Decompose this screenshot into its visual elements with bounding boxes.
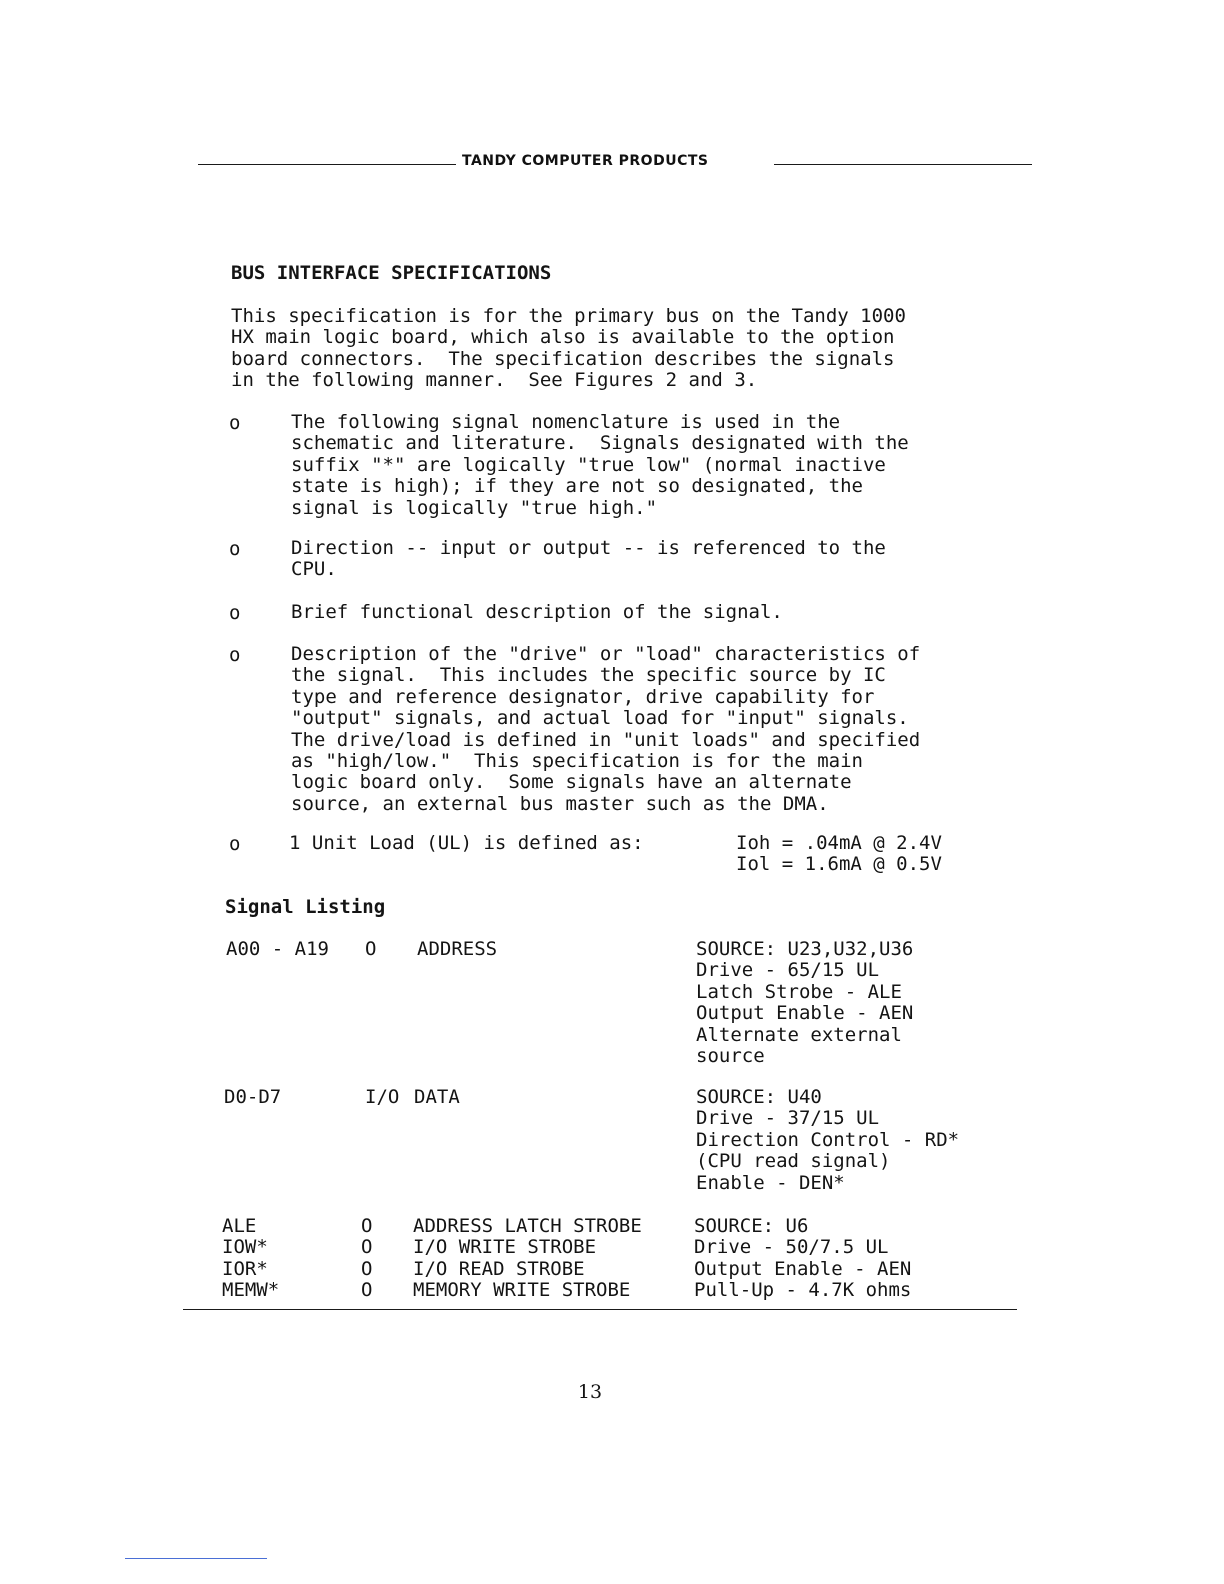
bullet-mark: o: [229, 602, 241, 624]
signal-description: DATA: [414, 1086, 460, 1108]
bottom-divider: [125, 1558, 267, 1559]
footer-rule: [183, 1309, 1017, 1310]
signal-details: SOURCE: U6 Drive - 50/7.5 UL Output Enable - AEN Pull-Up - 4.7K ohms: [694, 1215, 912, 1302]
bullet-mark: o: [229, 412, 241, 434]
unit-load-formula: Ioh = .04mA @ 2.4V Iol = 1.6mA @ 0.5V: [736, 832, 942, 876]
header-rule-left: [198, 164, 456, 165]
bullet-direction: Direction -- input or output -- is referenced to the CPU.: [291, 537, 886, 581]
signal-direction: O O O O: [361, 1215, 373, 1302]
signal-direction: I/O: [365, 1086, 400, 1108]
signal-names: ALE IOW* IOR* MEMW*: [222, 1215, 280, 1302]
bullet-drive-load: Description of the "drive" or "load" characteristics of the signal. This includes the specific source by IC type and reference designator, drive capability for "output" signals, and actual load for "input" signals. The drive/load is defined in "unit loads" and specified as "high/low." This specification is for the main logic board only. Some signals have an alternate source, an external bus master such as the DMA.: [291, 643, 921, 815]
signal-direction: O: [365, 938, 377, 960]
signal-listing-heading: Signal Listing: [225, 896, 386, 918]
bullet-mark: o: [229, 538, 241, 560]
page-title: BUS INTERFACE SPECIFICATIONS: [231, 262, 552, 284]
bullet-nomenclature: The following signal nomenclature is used in the schematic and literature. Signals designated with the suffix "*" are logically "true low" (normal inactive state is high); if they are not so designated, the signal is logically "true high.": [291, 411, 909, 519]
signal-description: ADDRESS: [417, 938, 498, 960]
signal-details: SOURCE: U23,U32,U36 Drive - 65/15 UL Latch Strobe - ALE Output Enable - AEN Alternate external source: [696, 938, 914, 1068]
signal-names: A00 - A19: [226, 938, 329, 960]
bullet-mark: o: [229, 833, 241, 855]
header-brand: TANDY COMPUTER PRODUCTS: [462, 153, 709, 169]
bullet-mark: o: [229, 644, 241, 666]
page-number: 13: [577, 1381, 603, 1403]
bullet-unit-load: 1 Unit Load (UL) is defined as:: [289, 832, 644, 854]
signal-description: ADDRESS LATCH STROBE I/O WRITE STROBE I/O READ STROBE MEMORY WRITE STROBE: [413, 1215, 642, 1302]
bullet-function: Brief functional description of the signal.: [291, 601, 783, 623]
signal-names: D0-D7: [224, 1086, 282, 1108]
header-rule-right: [774, 164, 1032, 165]
intro-paragraph: This specification is for the primary bus on the Tandy 1000 HX main logic board, which also is available to the option board connectors. The specification describes the signals in the following manner. See Figures 2 and 3.: [231, 305, 906, 392]
signal-details: SOURCE: U40 Drive - 37/15 UL Direction Control - RD* (CPU read signal) Enable - DEN*: [696, 1086, 960, 1194]
